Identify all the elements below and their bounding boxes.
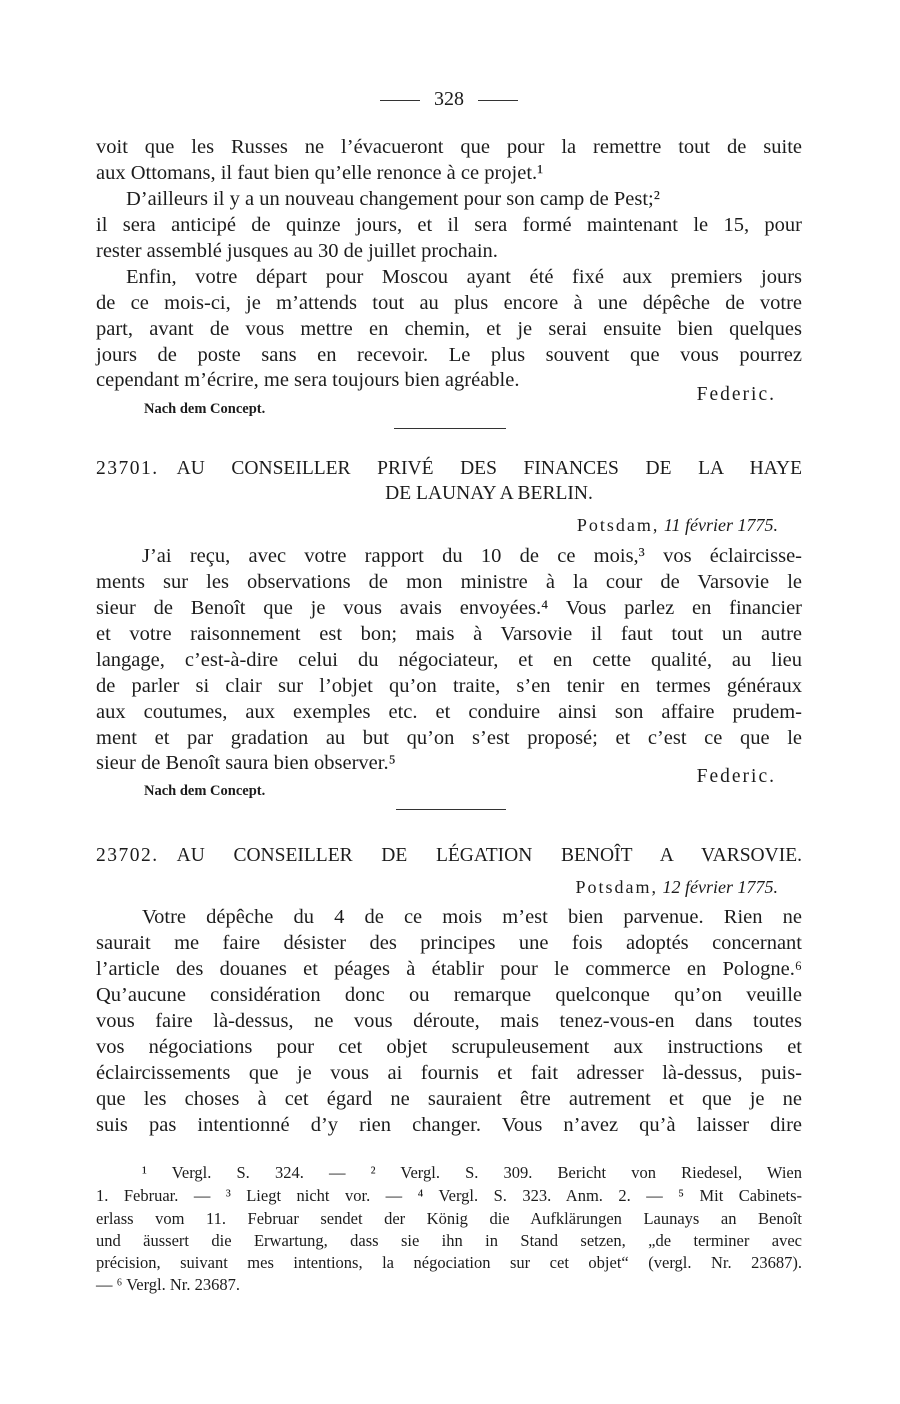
section-rule	[394, 428, 506, 429]
book-page	[96, 0, 802, 1404]
letter-heading-text: AU CONSEILLER PRIVÉ DES FINANCES DE LA HAYE	[176, 458, 802, 479]
body-line: langage, c’est-à-dire celui du négociateur, et en cette qualité, au lieu	[96, 649, 802, 671]
body-line: Qu’aucune considération donc ou remarque quelconque qu’on veuille	[96, 984, 802, 1006]
letter-dateline	[96, 512, 802, 538]
body-line: de ce mois-ci, je m’attends tout au plus encore à une dépêche de votre	[96, 292, 802, 314]
body-line: aux coutumes, aux exemples etc. et conduire ainsi son affaire prudem-	[96, 701, 802, 723]
body-line: vous faire là-dessus, ne vous déroute, mais tenez-vous-en dans toutes	[96, 1010, 802, 1032]
letter-number: 23701.	[96, 458, 159, 479]
body-line: et votre raisonnement est bon; mais à Varsovie il faut tout un autre	[96, 623, 802, 645]
letter-number: 23702.	[96, 845, 159, 866]
body-line: cependant m’écrire, me sera toujours bien agréable.	[96, 369, 520, 391]
body-line: J’ai reçu, avec votre rapport du 10 de ce mois,³ vos éclaircisse-	[142, 545, 802, 567]
letter-date: 11 février 1775.	[663, 515, 778, 535]
header-dash-right	[478, 100, 518, 101]
body-line: vos négociations pour cet objet scrupuleusement aux instructions et	[96, 1036, 802, 1058]
footnote-line: précision, suivant mes intentions, la négociation sur cet objet“ (vergl. Nr. 23687).	[96, 1253, 802, 1272]
body-line: D’ailleurs il y a un nouveau changement pour son camp de Pest;²	[126, 188, 660, 210]
body-line: éclaircissements que je vous ai fournis et fait adresser là-dessus, puis-	[96, 1062, 802, 1084]
body-line: il sera anticipé de quinze jours, et il sera formé maintenant le 15, pour	[96, 214, 802, 236]
letter-heading-cont: DE LAUNAY A BERLIN.	[385, 483, 593, 504]
footnote-line: 1. Februar. — ³ Liegt nicht vor. — ⁴ Vergl. S. 323. Anm. 2. — ⁵ Mit Cabinets-	[96, 1186, 802, 1205]
letter-place: Potsdam,	[576, 515, 660, 535]
signature: Federic.	[696, 766, 776, 787]
body-line: Votre dépêche du 4 de ce mois m’est bien parvenue. Rien ne	[142, 906, 802, 928]
header-dash-left	[380, 100, 420, 101]
body-line: que les choses à cet égard ne sauraient être autrement et que je ne	[96, 1088, 802, 1110]
body-line: rester assemblé jusques au 30 de juillet prochain.	[96, 240, 498, 262]
source-note: Nach dem Concept.	[144, 783, 266, 799]
body-line: voit que les Russes ne l’évacueront que pour la remettre tout de suite	[96, 136, 802, 158]
body-line: jours de poste sans en recevoir. Le plus souvent que vous pourrez	[96, 344, 802, 366]
body-line: Enfin, votre départ pour Moscou ayant été fixé aux premiers jours	[126, 266, 802, 288]
footnote-line: erlass vom 11. Februar sendet der König die Aufklärungen Launays an Benoît	[96, 1209, 802, 1228]
letter-heading	[96, 843, 802, 869]
body-line: l’article des douanes et péages à établir pour le commerce en Pologne.⁶	[96, 958, 802, 980]
body-line: saurait me faire désister des principes une fois adoptés concernant	[96, 932, 802, 954]
section-rule	[396, 809, 506, 810]
body-line: sieur de Benoît que je vous avais envoyées.⁴ Vous parlez en financier	[96, 597, 802, 619]
footnote-line: — ⁶ Vergl. Nr. 23687.	[96, 1275, 241, 1294]
source-note: Nach dem Concept.	[144, 401, 266, 417]
body-line: ments sur les observations de mon ministre à la cour de Varsovie le	[96, 571, 802, 593]
letter-heading-text: AU CONSEILLER DE LÉGATION BENOÎT A VARSOVIE.	[176, 845, 802, 866]
body-line: ment et par gradation au but qu’on s’est proposé; et c’est ce que le	[96, 727, 802, 749]
letter-place: Potsdam,	[575, 877, 659, 897]
footnote-line: und äussert die Erwartung, dass sie ihn in Stand setzen, „de terminer avec	[96, 1231, 802, 1250]
page-number: 328	[434, 88, 464, 110]
body-line: de parler si clair sur l’objet qu’on traite, s’en tenir en termes généraux	[96, 675, 802, 697]
letter-date: 12 février 1775.	[662, 877, 778, 897]
letter-heading	[96, 456, 802, 482]
body-line: sieur de Benoît saura bien observer.⁵	[96, 752, 396, 774]
signature: Federic.	[696, 384, 776, 405]
footnote-line: ¹ Vergl. S. 324. — ² Vergl. S. 309. Bericht von Riedesel, Wien	[142, 1163, 802, 1182]
page-header	[96, 86, 802, 112]
body-line: suis pas intentionné d’y rien changer. Vous n’avez qu’à laisser dire	[96, 1114, 802, 1136]
letter-dateline	[96, 874, 802, 900]
body-line: aux Ottomans, il faut bien qu’elle renonce à ce projet.¹	[96, 162, 544, 184]
body-line: part, avant de vous mettre en chemin, et je serai ensuite bien quelques	[96, 318, 802, 340]
